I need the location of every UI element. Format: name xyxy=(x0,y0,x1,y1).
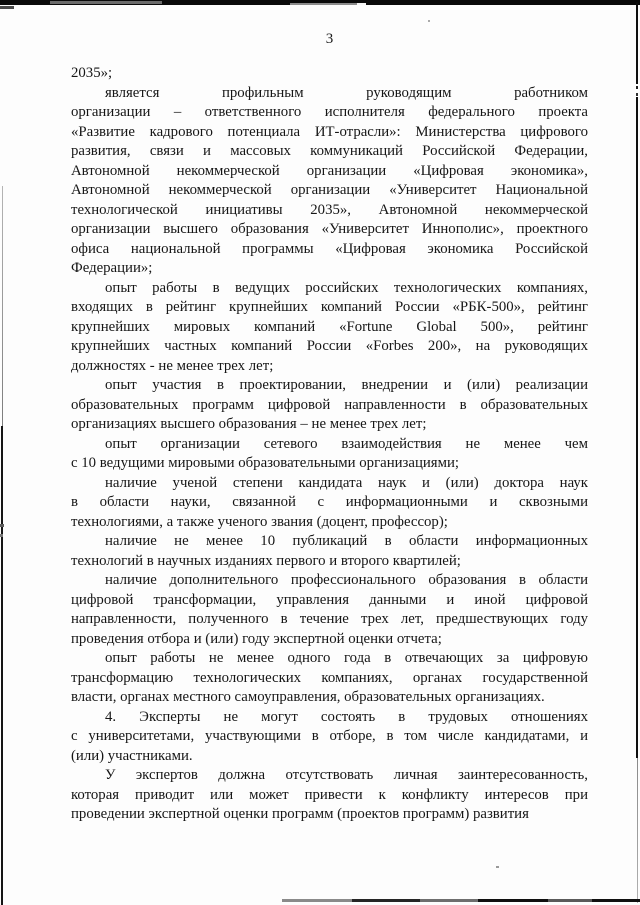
text-line: технологий в научных изданиях первого и второго квартилей; xyxy=(71,552,461,569)
text-line: офиса национальной программы «Цифровая экономика Российской xyxy=(71,240,588,257)
text-line: образовательных программ цифровой направленности в образовательных xyxy=(71,396,588,413)
text-line: 2035»; xyxy=(71,65,113,81)
paragraph xyxy=(71,84,588,279)
text-line: наличие ученой степени кандидата наук и (или) доктора наук xyxy=(105,474,588,491)
text-line: наличие не менее 10 публикаций в области информационных xyxy=(105,533,588,549)
text-line: направленности, полученного в течение трех лет, предшествующих году xyxy=(71,611,588,627)
paragraph xyxy=(71,649,588,708)
text-line: технологиями, а также ученого звания (доцент, профессор); xyxy=(71,513,448,530)
scan-mark xyxy=(0,524,4,527)
text-line: опыт участия в проектировании, внедрении и (или) реализации xyxy=(105,377,588,393)
text-line: с университетами, участвующими в отборе, в том числе кандидатами, и xyxy=(71,728,588,744)
scan-mark xyxy=(0,534,3,537)
text-line: организациях высшего образования – не менее трех лет; xyxy=(71,416,427,432)
scan-edge-bottom-segment xyxy=(478,899,548,902)
text-line: трансформацию технологических компаниях, органах государственной xyxy=(71,669,588,686)
scan-edge-right-gap xyxy=(635,84,639,97)
text-line: Автономной некоммерческой организации «Университет Национальной xyxy=(71,182,588,198)
scan-edge-top-gray-segment xyxy=(50,1,162,4)
text-line: опыт работы в ведущих российских технологических компаниях, xyxy=(105,279,588,296)
paragraph xyxy=(71,708,588,767)
scan-mark xyxy=(0,6,14,9)
paragraph xyxy=(71,376,588,435)
paragraph xyxy=(71,532,588,571)
scan-edge-top-notch xyxy=(357,3,366,5)
scan-edge-left xyxy=(1,426,3,905)
text-line: власти, органах местного самоуправления, образовательных организациях. xyxy=(71,689,545,705)
paragraph xyxy=(71,766,588,825)
text-line: крупнейших мировых компаний «Fortune Global 500», рейтинг xyxy=(71,318,588,335)
text-line: Федерации»; xyxy=(71,260,153,276)
text-body xyxy=(71,64,588,825)
scan-edge-right xyxy=(637,758,638,903)
text-line: наличие дополнительного профессионального образования в области xyxy=(105,572,588,588)
text-line: в области науки, связанной с информационными и сквозными xyxy=(71,494,588,510)
scan-edge-bottom-segment xyxy=(548,899,592,902)
text-line: которая приводит или может привести к конфликту интересов при xyxy=(71,786,588,803)
text-line: входящих в рейтинг крупнейших компаний России «РБК-500», рейтинг xyxy=(71,299,588,315)
paragraph xyxy=(71,435,588,474)
scan-edge-bottom-segment xyxy=(352,899,420,902)
text-line: проведении экспертной оценки программ (проектов программ) развития xyxy=(71,806,529,822)
scan-edge-top-gray-segment xyxy=(290,3,358,5)
paragraph xyxy=(71,64,588,84)
text-line: крупнейших частных компаний России «Forbes 200», на руководящих xyxy=(71,338,588,354)
text-line: «Развитие кадрового потенциала ИТ-отрасли»: Министерства цифрового xyxy=(71,123,588,140)
paragraph xyxy=(71,279,588,377)
text-line: развития, связи и массовых коммуникаций Российской Федерации, xyxy=(71,143,588,159)
text-line: опыт организации сетевого взаимодействия не менее чем xyxy=(105,435,588,452)
scan-edge-top xyxy=(0,0,640,5)
page-number: 3 xyxy=(325,31,334,47)
paragraph xyxy=(71,474,588,533)
scan-speck xyxy=(428,20,430,22)
text-line: Автономной некоммерческой организации «Цифровая экономика», xyxy=(71,162,588,179)
paragraph xyxy=(71,571,588,649)
scan-speck xyxy=(496,866,499,868)
text-line: является профильным руководящим работником xyxy=(105,84,588,101)
scan-mark xyxy=(636,86,638,89)
scan-edge-bottom-segment xyxy=(282,899,352,902)
text-line: организации – ответственного исполнителя федерального проекта xyxy=(71,104,588,120)
text-line: (или) участниками. xyxy=(71,747,193,764)
scan-edge-bottom-segment xyxy=(420,899,478,902)
text-line: должностях - не менее трех лет; xyxy=(71,357,274,374)
text-line: опыт работы не менее одного года в отвечающих за цифровую xyxy=(105,650,588,666)
scan-edge-right xyxy=(636,2,638,758)
text-line: технологической инициативы 2035», Автономной некоммерческой xyxy=(71,201,588,218)
scan-mark xyxy=(636,93,638,96)
text-line: 4. Эксперты не могут состоять в трудовых отношениях xyxy=(105,708,588,725)
text-line: с 10 ведущими мировыми образовательными организациями; xyxy=(71,455,459,471)
scan-edge-bottom-segment xyxy=(592,899,640,902)
text-line: У экспертов должна отсутствовать личная заинтересованность, xyxy=(105,767,588,783)
text-line: проведения отбора и (или) году экспертной оценки отчета; xyxy=(71,630,442,647)
text-line: цифровой трансформации, управления данными и иной цифровой xyxy=(71,591,588,608)
text-line: организации высшего образования «Университет Иннополис», проектного xyxy=(71,221,588,237)
scan-edge-left xyxy=(2,186,3,426)
